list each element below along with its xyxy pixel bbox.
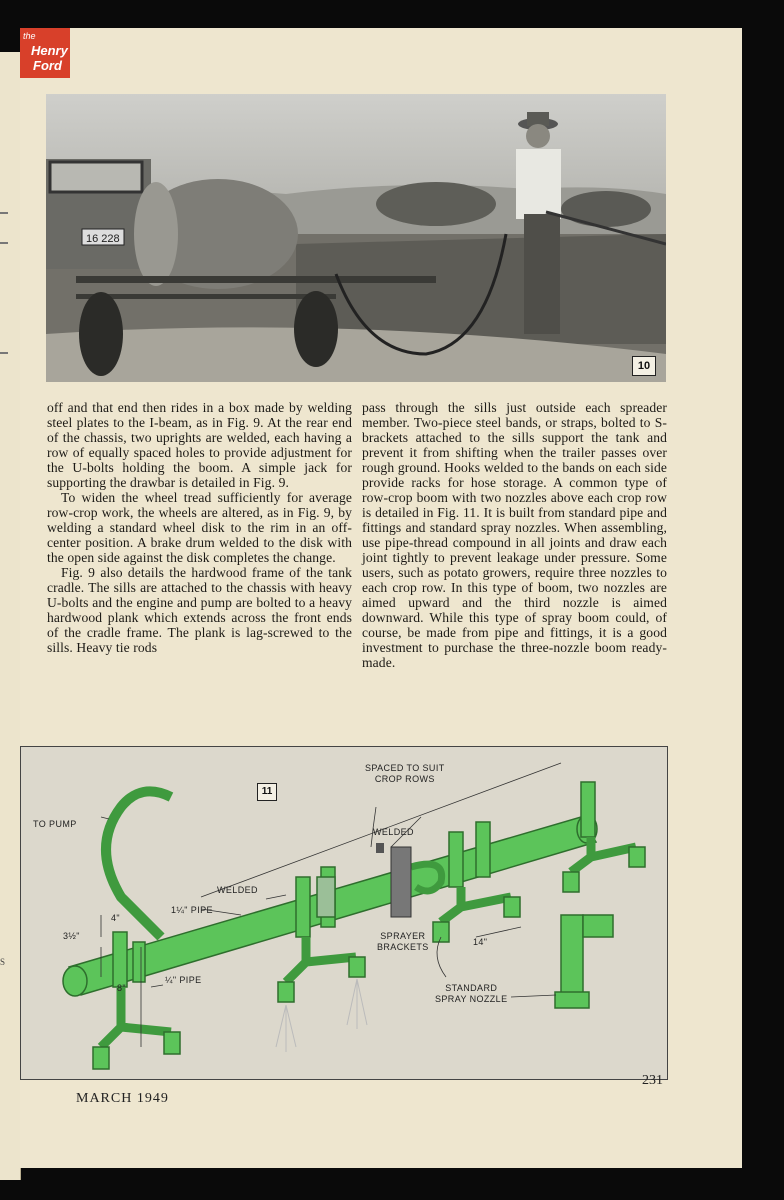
logo-line-2: Henry <box>31 43 68 58</box>
figure-11-boom-diagram <box>20 746 668 1080</box>
license-plate-text: 16 228 <box>86 233 120 245</box>
margin-tick <box>0 242 8 244</box>
left-margin-mark: S <box>0 957 6 967</box>
label-spaced-to-suit: SPACED TO SUIT CROP ROWS <box>365 763 445 784</box>
label-sprayer-brackets: SPRAYER BRACKETS <box>377 931 429 952</box>
label-one-quarter-inch-pipe: 1¼" PIPE <box>171 905 213 915</box>
label-dim-4: 4" <box>111 913 121 923</box>
logo-line-3: Ford <box>33 58 62 73</box>
logo-line-1: the <box>23 31 36 41</box>
issue-date: MARCH 1949 <box>76 1091 169 1106</box>
margin-tick <box>0 212 8 214</box>
figure-10-number: 10 <box>632 356 656 376</box>
magazine-page <box>20 28 742 1168</box>
paragraph: pass through the sills just outside each spreader member. Two-piece steel bands, or straps, bolted to S-brackets attached to the sills support the tank and prevent it from shifting when the trailer passes over rough ground. Hooks welded to the bands on each side provide racks for hose storage. A common type of row-crop boom with two nozzles above each crop row is detailed in Fig. 11. It is built from standard pipe and fittings and standard spray nozzles. When assembling, use pipe-thread compound in all joints and draw each joint tightly to prevent leakage under pressure. Some users, such as potato growers, require three nozzles to each crop row. In this type of boom, two nozzles are aimed upward and the third nozzle is aimed downward. While this type of spray boom could, of course, be made from pipe and fittings, it is a good investment to purchase the three-nozzle boom ready-made. <box>362 400 667 670</box>
paragraph: To widen the wheel tread sufficiently for average row-crop work, the wheels are altered, as in Fig. 9, by welding a standard wheel disk to the rim in an off-center position. A brake drum welded to the disk with the open side against the disk completes the change. <box>47 490 352 565</box>
label-standard-spray-nozzle: STANDARD SPRAY NOZZLE <box>435 983 508 1004</box>
page-number: 231 <box>642 1073 663 1088</box>
label-dim-8: 8" <box>117 983 127 993</box>
left-text-column <box>47 400 352 670</box>
left-page-edge <box>0 52 21 1180</box>
henry-ford-logo <box>20 28 70 78</box>
label-welded-top: WELDED <box>373 827 414 837</box>
label-quarter-inch-pipe: ¼" PIPE <box>165 975 202 985</box>
label-to-pump: TO PUMP <box>33 819 77 829</box>
label-welded-left: WELDED <box>217 885 258 895</box>
figure-11-number: 11 <box>257 783 277 801</box>
right-text-column <box>362 400 667 670</box>
label-dim-14: 14" <box>473 937 488 947</box>
article-columns <box>47 400 667 670</box>
paragraph: off and that end then rides in a box made by welding steel plates to the I-beam, as in Fig. 9. At the rear end of the chassis, two uprights are welded, each having a row of equally spaced holes to provide adjustment for the U-bolts holding the boom. A simple jack for supporting the drawbar is detailed in Fig. 9. <box>47 400 352 490</box>
sprayer-photo-illustration <box>46 94 666 382</box>
figure-10-photo <box>46 94 666 382</box>
label-dim-3-5: 3½" <box>63 931 80 941</box>
margin-tick <box>0 352 8 354</box>
paragraph: Fig. 9 also details the hardwood frame of the tank cradle. The sills are attached to the chassis with heavy U-bolts and the engine and pump are bolted to a heavy hardwood plank which extends across the front ends of the cradle frame. The plank is lag-screwed to the sills. Heavy tie rods <box>47 565 352 655</box>
